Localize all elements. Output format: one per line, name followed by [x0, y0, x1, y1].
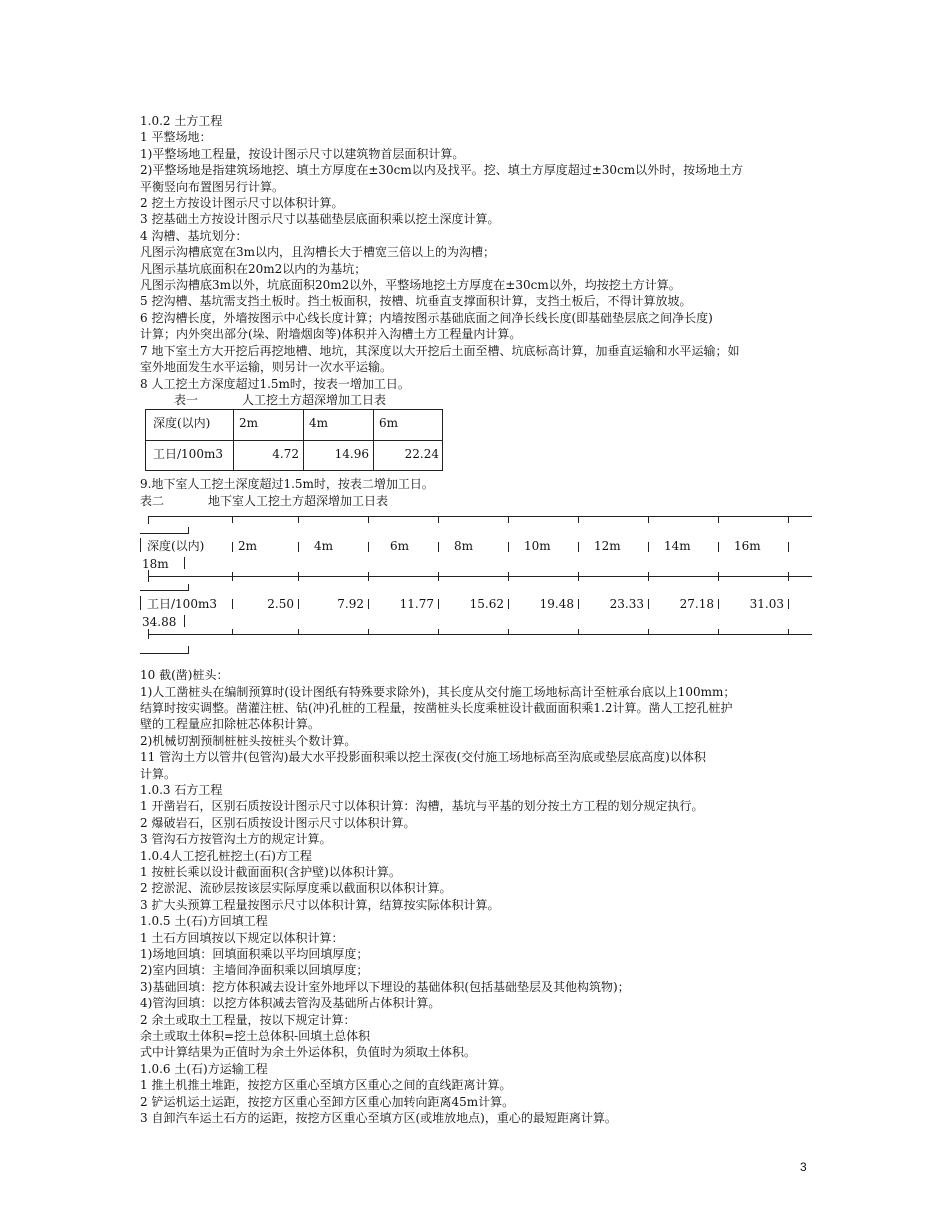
paragraph: 凡图示沟槽底3m以外，坑底面积20m2以外，平整场地挖土方厚度在±30cm以外，均按挖土方计算。: [140, 278, 681, 293]
paragraph: 2 爆破岩石，区别石质按设计图示尺寸以体积计算。: [140, 815, 416, 830]
paragraph: 3)基础回填：挖方体积减去设计室外地坪以下埋设的基础体积(包括基础垫层及其他构筑物)；: [140, 979, 630, 994]
table2-value: 15.62: [469, 597, 504, 612]
table1-depth: 2m: [239, 416, 259, 431]
table2-depth: 10m: [524, 539, 551, 554]
table1-value: 14.96: [334, 447, 369, 462]
table2-depth: 18m: [142, 557, 169, 572]
paragraph: 室外地面发生水平运输，则另计一次水平运输。: [140, 360, 393, 375]
paragraph: 3 挖基础土方按设计图示尺寸以基础垫层底面积乘以挖土深度计算。: [140, 212, 500, 227]
paragraph: 4)管沟回填：以挖方体积减去管沟及基础所占体积计算。: [140, 996, 441, 1011]
paragraph: 7 地下室土方大开挖后再挖地槽、地坑，其深度以大开挖后土面至槽、坑底标高计算，加垂直运输和水平运输；如: [140, 343, 740, 358]
paragraph: 2 挖淤泥、流砂层按该层实际厚度乘以截面积以体积计算。: [140, 881, 452, 896]
paragraph: 余土或取土体积=挖土总体积-回填土总体积: [140, 1029, 371, 1044]
paragraph: 凡图示基坑底面积在20m2以内的为基坑；: [140, 261, 367, 276]
table2-value: 7.92: [337, 597, 364, 612]
table1-depth: 4m: [309, 416, 329, 431]
paragraph: 2 挖土方按设计图示尺寸以体积计算。: [140, 196, 344, 211]
paragraph: 1 推土机推土堆距，按挖方区重心至填方区重心之间的直线距离计算。: [140, 1078, 512, 1093]
table2-value: 11.77: [399, 597, 434, 612]
paragraph: 1)人工凿桩头在编制预算时(设计图纸有特殊要求除外)，其长度从交付施工场地标高计至桩承台底以上100mm；: [140, 684, 736, 699]
paragraph: 平衡竖向布置图另行计算。: [140, 179, 285, 194]
table1-value: 4.72: [272, 447, 299, 462]
table1-header: 深度(以内): [153, 416, 211, 431]
table2: [140, 513, 812, 663]
table2-value: 34.88: [142, 615, 177, 630]
paragraph: 1 平整场地：: [140, 130, 212, 145]
paragraph: 2)室内回填：主墙间净面积乘以回填厚度；: [140, 963, 369, 978]
paragraph: 1 按桩长乘以设计截面面积(含护壁)以体积计算。: [140, 865, 401, 879]
table2-depth: 6m: [390, 539, 410, 554]
table2-value: 19.48: [539, 597, 574, 612]
paragraph: 8 人工挖土方深度超过1.5m时，按表一增加工日。: [140, 376, 410, 391]
table2-header: 深度(以内): [147, 539, 205, 554]
paragraph: 1 土石方回填按以下规定以体积计算：: [140, 930, 344, 945]
paragraph: 11 管沟土方以管井(包管沟)最大水平投影面积乘以挖土深夜(交付施工场地标高至沟底或垫层底高度)以体积: [140, 750, 706, 765]
paragraph: 1)平整场地工程量，按设计图示尺寸以建筑物首层面积计算。: [140, 146, 465, 161]
section-heading: 1.0.6 土(石)方运输工程: [140, 1061, 268, 1076]
section-heading: 1.0.4人工挖孔桩挖土(石)方工程: [140, 848, 312, 863]
section-heading: 1.0.5 土(石)方回填工程: [140, 914, 268, 929]
paragraph: 6 挖沟槽长度，外墙按图示中心线长度计算；内墙按图示基础底面之间净长线长度(即基础垫层底之间净长度): [140, 310, 713, 325]
table2-depth: 16m: [734, 539, 761, 554]
table2-value: 27.18: [679, 597, 714, 612]
table2-depth: 4m: [314, 539, 334, 554]
table2-caption-title: 地下室人工挖土方超深增加工日表: [208, 493, 389, 508]
paragraph: 1 开凿岩石，区别石质按设计图示尺寸以体积计算：沟槽，基坑与平基的划分按土方工程的划分规定执行。: [140, 799, 704, 814]
table1: [145, 409, 443, 471]
table2-depth: 14m: [664, 539, 691, 554]
section-heading: 1.0.3 石方工程: [140, 782, 223, 797]
paragraph: 2 铲运机运土运距，按挖方区重心至卸方区重心加转向距离45m计算。: [140, 1094, 515, 1109]
paragraph: 凡图示沟槽底宽在3m以内，且沟槽长大于槽宽三倍以上的为沟槽；: [140, 245, 496, 260]
paragraph: 3 管沟石方按管沟土方的规定计算。: [140, 832, 332, 847]
table2-value: 31.03: [749, 597, 784, 612]
table1-caption-label: 表一: [174, 392, 199, 407]
section-heading: 1.0.2 土方工程: [140, 114, 223, 128]
table1-value: 22.24: [404, 447, 439, 462]
table2-caption-label: 表二: [140, 493, 165, 508]
paragraph: 2 余土或取土工程量，按以下规定计算：: [140, 1012, 356, 1027]
table2-depth: 8m: [454, 539, 474, 554]
table2-value: 2.50: [267, 597, 294, 612]
document-body: [140, 113, 812, 1127]
table1-row-label: 工日/100m3: [153, 447, 223, 462]
table1-caption: [140, 392, 812, 408]
paragraph: 5 挖沟槽、基坑需支挡土板时。挡土板面积，按槽、坑垂直支撑面积计算，支挡土板后，不得计算放坡。: [140, 294, 692, 309]
paragraph: 3 扩大头预算工程量按图示尺寸以体积计算，结算按实际体积计算。: [140, 897, 500, 912]
paragraph: 9.地下室人工挖土深度超过1.5m时，按表二增加工日。: [140, 477, 434, 492]
paragraph: 4 沟槽、基坑划分：: [140, 228, 248, 243]
table2-depth: 12m: [594, 539, 621, 554]
paragraph: 结算时按实调整。凿灌注桩、钻(冲)孔桩的工程量，按凿桩头长度乘桩设计截面面积乘1.2计算。凿人工挖孔桩护: [140, 700, 733, 715]
table2-row-label: 工日/100m3: [147, 597, 217, 612]
paragraph: 壁的工程量应扣除桩芯体积计算。: [140, 717, 321, 732]
paragraph: 2)平整场地是指建筑场地挖、填土方厚度在±30cm以内及找平。挖、填土方厚度超过±30cm以外时，按场地土方: [140, 163, 744, 178]
table1-caption-title: 人工挖土方超深增加工日表: [242, 392, 387, 407]
table2-caption: [140, 493, 812, 509]
paragraph: 3 自卸汽车运土石方的运距，按挖方区重心至填方区(或堆放地点)，重心的最短距离计算。: [140, 1111, 617, 1126]
table2-value: 23.33: [609, 597, 644, 612]
paragraph: 计算。: [140, 766, 177, 781]
paragraph: 式中计算结果为正值时为余土外运体积，负值时为须取土体积。: [140, 1045, 477, 1060]
paragraph: 计算；内外突出部分(垛、附墙烟囱等)体积并入沟槽土方工程量内计算。: [140, 327, 522, 342]
paragraph: 2)机械切割预制桩桩头按桩头个数计算。: [140, 733, 357, 748]
paragraph: 1)场地回填：回填面积乘以平均回填厚度；: [140, 947, 369, 962]
page-number: 3: [800, 1160, 807, 1174]
table1-depth: 6m: [379, 416, 399, 431]
paragraph: 10 截(凿)桩头：: [140, 668, 229, 683]
table2-depth: 2m: [238, 539, 258, 554]
